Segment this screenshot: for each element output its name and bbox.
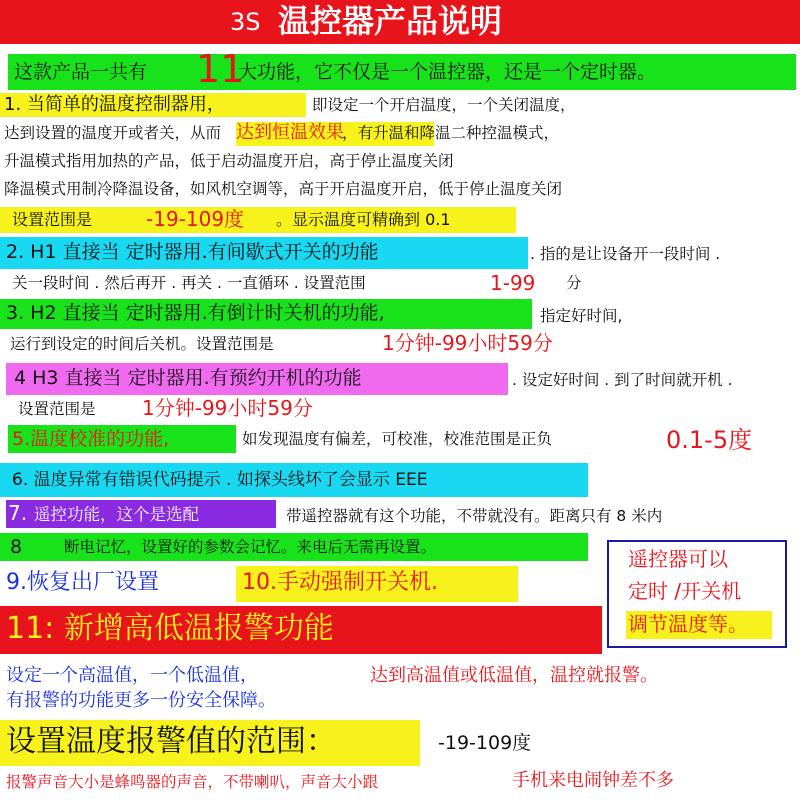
f4-range: 1分钟-99小时59分 xyxy=(142,396,313,420)
f5-text: 如发现温度有偏差，可校准，校准范围是正负 xyxy=(242,430,553,448)
f1-range-value: -19-109度 xyxy=(146,207,245,231)
f8-text: 断电记忆，设置好的参数会记忆。来电后无需再设置。 xyxy=(64,538,437,556)
f7-subhead: 遥控功能，这个是选配 xyxy=(34,505,199,524)
f4-heading: 4 H3 直接当 定时器用.有预约开机的功能 xyxy=(14,367,362,389)
f11-note-a: 报警声音大小是蜂鸣器的声音，不带喇叭，声音大小跟 xyxy=(6,773,379,791)
f6-text: 6. 温度异常有错误代码提示 . 如探头线坏了会显示 EEE xyxy=(12,470,428,490)
f1-line4: 降温模式用制冷降温设备，如风机空调等，高于开启温度开启，低于停止温度关闭 xyxy=(4,180,563,198)
f9-text: 9.恢复出厂设置 xyxy=(6,570,159,595)
f3-range: 1分钟-99小时59分 xyxy=(382,331,553,355)
f4-range-label: 设置范围是 xyxy=(18,400,96,418)
f11-line1b: 达到高温值或低温值，温控就报警。 xyxy=(370,665,658,686)
f1-precision: 。显示温度可精确到 0.1 xyxy=(276,210,451,229)
f7-text: 带遥控器就有这个功能，不带就没有。距离只有 8 米内 xyxy=(286,507,663,525)
f7-number: 7. xyxy=(8,501,28,525)
f10-text: 10.手动强制开关机. xyxy=(242,570,438,595)
remote-line2: 定时 /开关机 xyxy=(628,579,742,603)
remote-line1: 遥控器可以 xyxy=(628,547,728,571)
f3-line2: 运行到设定的时间后关机。设置范围是 xyxy=(10,335,274,353)
f1-line2c: ，有升温和降温二种控温模式， xyxy=(342,124,560,142)
f1-heading: 1. 当简单的温度控制器用， xyxy=(4,94,225,115)
f1-line3: 升温模式指用加热的产品，低于启动温度开启，高于停止温度关闭 xyxy=(4,152,454,170)
f1-range-label: 设置范围是 xyxy=(12,210,93,229)
f1-line2a: 达到设置的温度开或者关，从而 xyxy=(4,124,222,142)
f11-heading: 11: 新增高低温报警功能 xyxy=(6,611,334,646)
f11-line1a: 设定一个高温值，一个低温值， xyxy=(6,665,258,686)
page-title: 温控器产品说明 xyxy=(278,2,503,40)
f2-line2: 关一段时间 . 然后再开 . 再关 . 一直循环 . 设置范围 xyxy=(12,274,366,292)
intro-text-a: 这款产品一共有 xyxy=(14,61,148,83)
f11-line2: 有报警的功能更多一份安全保障。 xyxy=(6,690,276,711)
f1-line2b: 达到恒温效果 xyxy=(236,122,344,143)
title-prefix: 3S xyxy=(230,8,261,36)
f11-range-label: 设置温度报警值的范围： xyxy=(6,724,336,759)
f2-unit: 分 xyxy=(566,274,582,292)
intro-number: 11 xyxy=(196,47,245,91)
f1-line1: 即设定一个开启温度，一个关闭温度， xyxy=(312,96,576,114)
f4-line1: . 设定好时间 . 到了时间就开机 . xyxy=(512,371,733,389)
f2-line1: . 指的是让设备开一段时间 . xyxy=(530,245,721,263)
f2-heading: 2. H1 直接当 定时器用.有间歇式开关的功能 xyxy=(6,241,379,263)
remote-line3: 调节温度等。 xyxy=(628,612,748,636)
f8-number: 8 xyxy=(10,536,23,558)
f11-note-b: 手机来电闹钟差不多 xyxy=(512,770,674,791)
f11-range-value: -19-109度 xyxy=(438,732,532,754)
f3-heading: 3. H2 直接当 定时器用.有倒计时关机的功能, xyxy=(6,302,385,324)
f3-line1: 指定好时间, xyxy=(540,307,623,325)
intro-text-b: 大功能，它不仅是一个温控器，还是一个定时器。 xyxy=(238,61,657,83)
f2-range: 1-99 xyxy=(490,271,536,295)
f5-range: 0.1-5度 xyxy=(666,426,753,454)
f5-heading: 5.温度校准的功能, xyxy=(12,428,170,450)
